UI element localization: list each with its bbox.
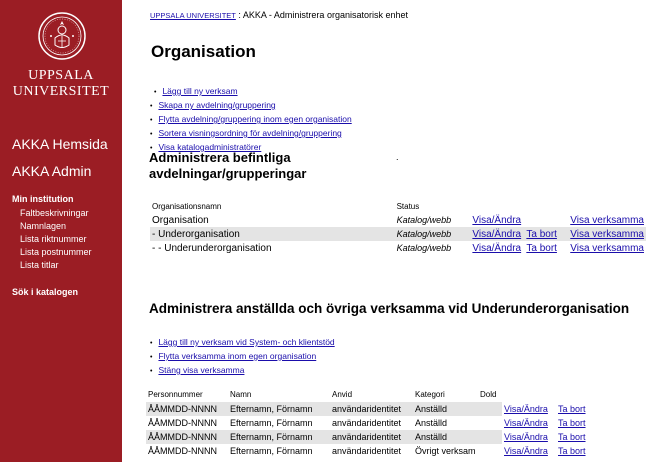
column-header-empty (568, 200, 646, 213)
action-item (150, 127, 352, 141)
section-heading-line1: Administrera befintliga (149, 150, 291, 165)
kategori-cell: Övrigt verksam (415, 446, 476, 456)
org-status: Katalog/webb (396, 243, 452, 253)
pnr-cell: ÅÅMMDD-NNNN (146, 402, 228, 416)
column-header-dold: Dold (480, 390, 497, 399)
anvid-cell: användaridentitet (332, 418, 402, 428)
kategori-cell: Anställd (413, 402, 478, 416)
sidebar-item-label[interactable]: Lista riktnummer (20, 234, 87, 244)
column-header-personnummer: Personnummer (148, 390, 203, 399)
create-department-link[interactable]: Skapa ny avdelning/gruppering (158, 100, 276, 110)
table-row (146, 416, 588, 430)
sidebar-item-namnlagen[interactable] (20, 220, 92, 233)
name-cell: Efternamn, Förnamn (228, 430, 330, 444)
table-row (146, 444, 588, 458)
anvid-cell: användaridentitet (330, 430, 413, 444)
delete-link[interactable]: Ta bort (558, 404, 586, 414)
action-item (150, 336, 335, 350)
sidebar-item-label[interactable]: Lista postnummer (20, 247, 92, 257)
organisation-table (150, 200, 646, 255)
view-edit-link[interactable]: Visa/Ändra (504, 404, 548, 414)
view-edit-link[interactable]: Visa/Ändra (504, 418, 548, 428)
university-name (0, 68, 122, 100)
table-row (146, 430, 588, 444)
kategori-cell: Anställd (415, 418, 448, 428)
action-item (150, 99, 352, 113)
delete-link[interactable]: Ta bort (558, 432, 586, 442)
table-row (150, 241, 646, 255)
section-heading-employees: Administrera anställda och övriga verksamma vid Underunderorganisation (149, 301, 630, 316)
section-heading-line2: avdelningar/grupperingar (149, 166, 307, 181)
organisation-actions (150, 85, 352, 155)
sidebar-item-label[interactable]: Faltbeskrivningar (20, 208, 89, 218)
anvid-cell: användaridentitet (330, 402, 413, 416)
sidebar-menu (20, 207, 92, 272)
column-header-status: Status (396, 202, 420, 211)
view-edit-link[interactable]: Visa/Ändra (472, 228, 522, 240)
column-header-empty (556, 387, 588, 402)
breadcrumb-root-link[interactable]: UPPSALA UNIVERSITET (150, 11, 236, 20)
delete-link[interactable]: Ta bort (526, 242, 557, 254)
employee-actions (150, 336, 335, 378)
sidebar-item-titlar[interactable] (20, 259, 92, 272)
delete-link[interactable]: Ta bort (558, 446, 586, 456)
name-cell: Efternamn, Förnamn (230, 446, 313, 456)
sidebar-item-faltbeskrivningar[interactable] (20, 207, 92, 220)
delete-link[interactable]: Ta bort (526, 228, 557, 240)
stray-dot: . (396, 152, 399, 162)
breadcrumb-current: AKKA - Administrera organisatorisk enhet (242, 10, 408, 20)
sidebar-item-label[interactable]: Namnlagen (20, 221, 67, 231)
column-header-empty (470, 200, 524, 213)
table-row (150, 227, 646, 241)
column-header-empty (502, 387, 556, 402)
sidebar-item-riktnummer[interactable] (20, 233, 92, 246)
anvid-cell: användaridentitet (332, 446, 402, 456)
delete-link[interactable]: Ta bort (558, 418, 586, 428)
show-verksamma-link[interactable]: Visa verksamma (570, 214, 644, 226)
sidebar (0, 0, 122, 462)
table-header-row (146, 387, 588, 402)
move-department-link[interactable]: Flytta avdelning/gruppering inom egen organisation (158, 114, 352, 124)
dold-cell (478, 430, 502, 444)
show-verksamma-link[interactable]: Visa verksamma (570, 242, 644, 254)
dold-cell (478, 416, 502, 430)
pnr-cell: ÅÅMMDD-NNNN (148, 418, 217, 428)
show-catalog-admins-link[interactable]: Visa katalogadministratörer (158, 142, 262, 152)
org-name: - Underorganisation (150, 227, 395, 241)
breadcrumb (150, 10, 408, 20)
name-cell: Efternamn, Förnamn (228, 402, 330, 416)
section-heading-departments (149, 150, 409, 182)
name-cell: Efternamn, Förnamn (230, 418, 313, 428)
kategori-cell: Anställd (413, 430, 478, 444)
dold-cell (478, 402, 502, 416)
add-verksam-system-link[interactable]: Lägg till ny verksam vid System- och klientstöd (158, 337, 335, 347)
table-row (146, 402, 588, 416)
min-institution-link[interactable]: Min institution (12, 194, 74, 204)
action-item (154, 85, 352, 99)
view-edit-link[interactable]: Visa/Ändra (504, 432, 548, 442)
close-verksamma-link[interactable]: Stäng visa verksamma (158, 365, 245, 375)
view-edit-link[interactable]: Visa/Ändra (472, 242, 522, 254)
akka-admin-link[interactable]: AKKA Admin (12, 163, 92, 179)
action-item (150, 364, 335, 378)
view-edit-link[interactable]: Visa/Ändra (504, 446, 548, 456)
action-item (150, 350, 335, 364)
column-header-namn: Namn (230, 390, 252, 399)
org-name: Organisation (152, 214, 209, 226)
org-status: Katalog/webb (396, 215, 452, 225)
org-name: - - Underunderorganisation (152, 242, 272, 254)
sidebar-item-label[interactable]: Lista titlar (20, 260, 59, 270)
table-row (150, 213, 646, 227)
university-name-line1: UPPSALA (28, 68, 94, 83)
org-status: Katalog/webb (395, 227, 471, 241)
sidebar-item-postnummer[interactable] (20, 246, 92, 259)
page-title: Organisation (151, 42, 256, 61)
column-header-anvid: Anvid (332, 390, 353, 399)
show-verksamma-link[interactable]: Visa verksamma (570, 228, 644, 240)
akka-hemsida-link[interactable]: AKKA Hemsida (12, 136, 108, 152)
view-edit-link[interactable]: Visa/Ändra (472, 214, 522, 226)
pnr-cell: ÅÅMMDD-NNNN (148, 446, 217, 456)
action-item (150, 113, 352, 127)
pnr-cell: ÅÅMMDD-NNNN (146, 430, 228, 444)
column-header-name: Organisationsnamn (152, 202, 222, 211)
column-header-kategori: Kategori (415, 390, 445, 399)
breadcrumb-separator: : (238, 10, 241, 20)
university-seal-icon (38, 12, 86, 60)
sort-department-link[interactable]: Sortera visningsordning för avdelning/gruppering (158, 128, 342, 138)
dold-cell (478, 444, 502, 458)
search-catalog-link[interactable]: Sök i katalogen (12, 287, 79, 297)
employee-table (146, 387, 588, 458)
add-verksam-link[interactable]: Lägg till ny verksam (162, 86, 238, 96)
move-verksamma-link[interactable]: Flytta verksamma inom egen organisation (158, 351, 317, 361)
column-header-empty (524, 200, 568, 213)
table-header-row (150, 200, 646, 213)
university-name-line2: UNIVERSITET (12, 84, 110, 99)
